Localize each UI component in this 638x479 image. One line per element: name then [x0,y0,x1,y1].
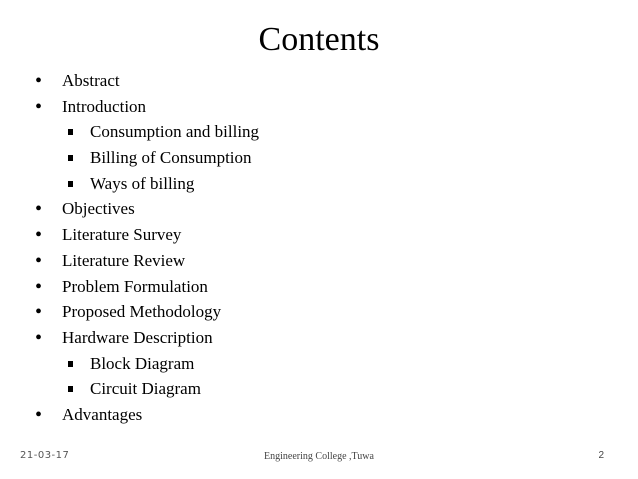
sub-list-item [0,145,638,171]
sub-list-item [0,171,638,197]
list-item [0,222,638,248]
list-item-text: Advantages [62,404,143,424]
sub-list-item-text: Circuit Diagram [90,379,201,399]
bullet-icon: • [35,301,43,324]
list-item-text: Literature Survey [62,225,182,245]
list-item-text: Literature Review [62,250,186,270]
bullet-icon: • [35,224,43,247]
contents-list [0,68,638,428]
square-bullet-icon [68,129,73,135]
square-bullet-icon [68,361,73,367]
list-item-text: Proposed Methodology [62,302,222,322]
bullet-icon: • [35,326,43,349]
footer-date: 21-03-17 [20,450,70,461]
list-item [0,299,638,325]
sub-list-item-text: Ways of billing [90,173,195,193]
bullet-icon: • [35,198,43,221]
sub-list-item [0,351,638,377]
list-item [0,248,638,274]
list-item [0,94,638,120]
list-item-text: Objectives [62,199,135,219]
list-item [0,196,638,222]
list-item [0,274,638,300]
list-item-text: Problem Formulation [62,276,208,296]
sub-list-item [0,119,638,145]
bullet-icon: • [35,403,43,426]
square-bullet-icon [68,181,73,187]
bullet-icon: • [35,70,43,92]
list-item [0,68,638,94]
list-item [0,402,638,428]
list-item [0,325,638,351]
page-number: 2 [598,450,604,461]
bullet-icon: • [35,249,43,272]
bullet-icon: • [35,95,43,118]
bullet-icon: • [35,275,43,298]
slide-title: Contents [258,21,380,58]
sub-list-item [0,376,638,402]
sub-list-item-text: Block Diagram [90,353,195,373]
sub-list-item-text: Consumption and billing [90,122,260,142]
square-bullet-icon [68,386,73,392]
sub-list-item-text: Billing of Consumption [90,148,252,168]
list-item-text: Hardware Description [62,327,213,347]
square-bullet-icon [68,155,73,161]
list-item-text: Abstract [62,71,120,90]
footer-college-name: Engineering College ,Tuwa [264,451,374,462]
list-item-text: Introduction [62,96,147,116]
